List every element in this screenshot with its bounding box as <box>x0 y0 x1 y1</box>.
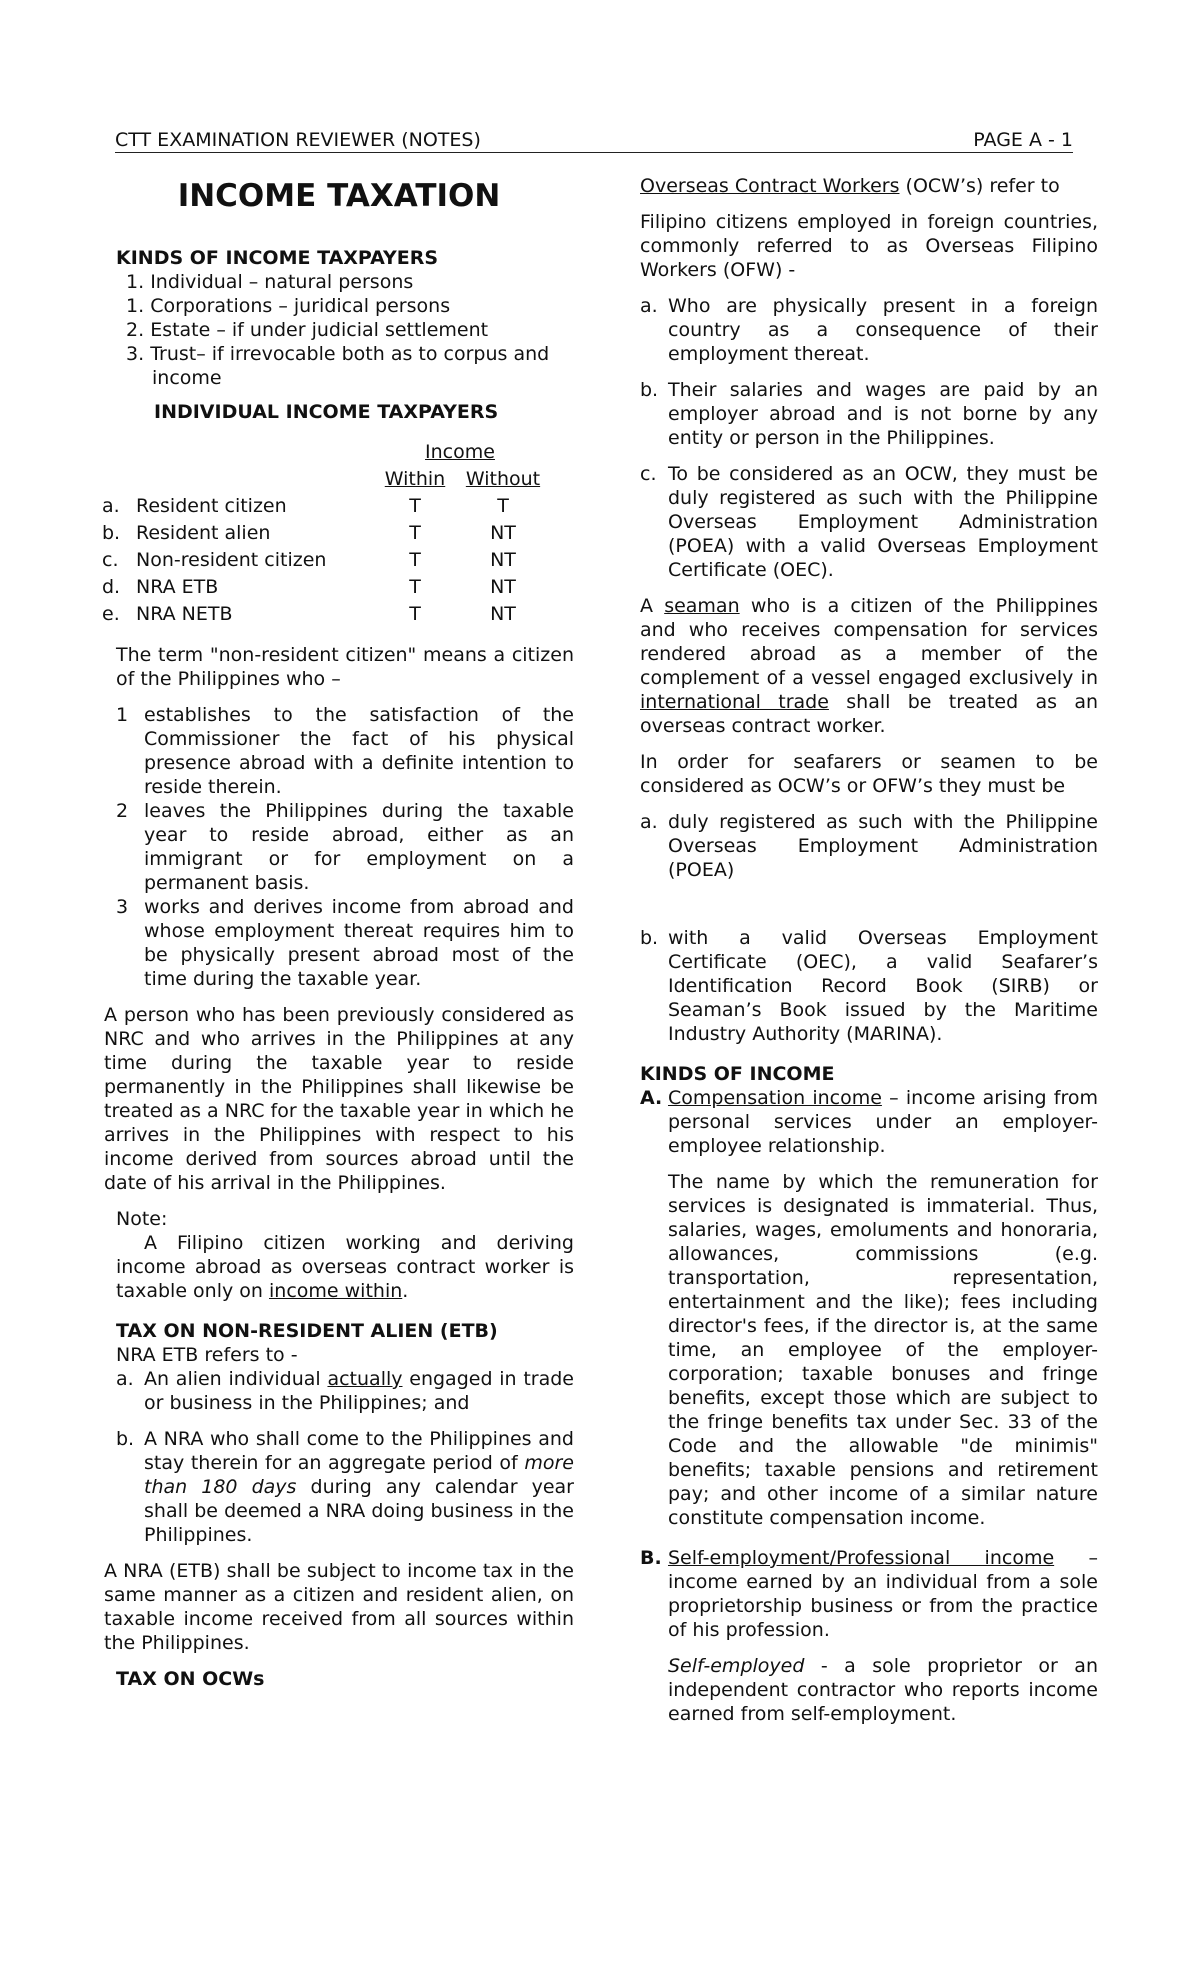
seaman-paragraph: A seaman who is a citizen of the Philippines and who receives compensation for services rendered abroad as a member of the complement of a vessel engaged exclusively in international trade shall be treated as an overseas contract worker. <box>640 595 1099 737</box>
list-item: 3 works and derives income from abroad and whose employment thereat requires him to be physically present abroad most of the time during the taxable year. <box>116 896 574 990</box>
income-b-paragraph: Self-employed - a sole proprietor or an independent contractor who reports income earned from self-employment. <box>668 1655 1098 1725</box>
nrc-list <box>116 703 574 991</box>
note-label: Note: <box>116 1208 168 1230</box>
list-item: b. Their salaries and wages are paid by an employer abroad and is not borne by any entity or person in the Philippines. <box>640 379 1098 449</box>
kinds-taxpayers-list <box>116 270 586 390</box>
header-title: CTT EXAMINATION REVIEWER (NOTES) <box>115 129 481 151</box>
table-row: b. Resident alien T NT <box>102 521 516 544</box>
list-item: a. An alien individual actually engaged in trade or business in the Philippines; and <box>116 1368 574 1414</box>
income-a: A. Compensation income – income arising from personal services under an employer-employee relationship. <box>640 1087 1099 1157</box>
etb-heading: TAX ON NON-RESIDENT ALIEN (ETB) <box>116 1320 498 1342</box>
kinds-income-heading: KINDS OF INCOME <box>640 1063 835 1085</box>
list-item: 2 leaves the Philippines during the taxable year to reside abroad, either as an immigrant or for employment on a permanent basis. <box>116 800 574 894</box>
col-without: Without <box>465 467 541 490</box>
seafarer-order: In order for seafarers or seamen to be considered as OCW’s or OFW’s they must be <box>640 751 1098 797</box>
page-number: PAGE A - 1 <box>973 129 1073 151</box>
list-item: a. Who are physically present in a foreign country as a consequence of their employment thereat. <box>640 295 1098 365</box>
individual-heading: INDIVIDUAL INCOME TAXPAYERS <box>154 401 499 423</box>
etb-intro: NRA ETB refers to - <box>116 1344 298 1366</box>
nrc-intro: The term "non-resident citizen" means a citizen of the Philippines who – <box>116 644 574 690</box>
note-text: A Filipino citizen working and deriving income abroad as overseas contract worker is taxable only on income within. <box>116 1232 574 1302</box>
page-header <box>115 128 1073 153</box>
list-item: 1 establishes to the satisfaction of the Commissioner the fact of his physical presence abroad with a definite intention to reside therein. <box>116 704 574 798</box>
income-a-paragraph: The name by which the remuneration for services is designated is immaterial. Thus, salaries, wages, emoluments and honoraria, allowances, commissions (e.g. transportation, representation, entertainment and the like); fees including director's fees, if the director is, at the same time, an employee of the employer-corporation; taxable bonuses and fringe benefits, except those which are subject to the fringe benefits tax under Sec. 33 of the Code and the allowable "de minimis" benefits; taxable pensions and retirement pay; and other income of a similar nature constitute compensation income. <box>668 1171 1098 1529</box>
col-within: Within <box>384 467 446 490</box>
list-item: b. with a valid Overseas Employment Certificate (OEC), a valid Seafarer’s Identification Record Book (SIRB) or Seaman’s Book issued by the Maritime Industry Authority (MARINA). <box>640 927 1098 1045</box>
income-label: Income <box>425 440 495 463</box>
right-column <box>640 174 1098 1726</box>
table-row: e. NRA NETB T NT <box>102 602 516 625</box>
table-row: c. Non-resident citizen T NT <box>102 548 516 571</box>
list-item: b. A NRA who shall come to the Philippines and stay therein for an aggregate period of more than 180 days during any calendar year shall be deemed a NRA doing business in the Philippines. <box>116 1428 574 1546</box>
list-item: c. To be considered as an OCW, they must be duly registered as such with the Philippine Overseas Employment Administration (POEA) with a valid Overseas Employment Certificate (OEC). <box>640 463 1098 581</box>
table-row: a. Resident citizen T T <box>102 494 509 517</box>
nrc-paragraph: A person who has been previously considered as NRC and who arrives in the Philippines at any time during the taxable year to reside permanently in the Philippines shall likewise be treated as a NRC for the taxable year in which he arrives in the Philippines with respect to his income derived from sources abroad until the date of his arrival in the Philippines. <box>104 1004 574 1194</box>
income-b: B. Self-employment/Professional income – income earned by an individual from a sole proprietorship business or from the practice of his profession. <box>640 1547 1098 1641</box>
note <box>116 1207 574 1303</box>
list-item: 1. Individual – natural persons <box>126 271 414 293</box>
list-item: 3. Trust– if irrevocable both as to corpus and income <box>126 343 550 389</box>
ocw-intro: Overseas Contract Workers (OCW’s) refer to <box>640 175 1060 197</box>
list-item: 1. Corporations – juridical persons <box>126 295 451 317</box>
list-item: a. duly registered as such with the Philippine Overseas Employment Administration (POEA) <box>640 811 1098 881</box>
etb-list <box>116 1367 574 1547</box>
individual-taxpayers-table <box>102 438 548 627</box>
table-row: d. NRA ETB T NT <box>102 575 516 598</box>
list-item: 2. Estate – if under judicial settlement <box>126 319 489 341</box>
page-title: INCOME TAXATION <box>177 178 501 214</box>
left-column <box>104 170 574 1691</box>
ocw-heading: TAX ON OCWs <box>116 1668 265 1690</box>
ocw-paragraph: Filipino citizens employed in foreign countries, commonly referred to as Overseas Filipino Workers (OFW) - <box>640 211 1098 281</box>
kinds-taxpayers-heading: KINDS OF INCOME TAXPAYERS <box>116 247 439 269</box>
etb-paragraph: A NRA (ETB) shall be subject to income tax in the same manner as a citizen and resident alien, on taxable income received from all sources within the Philippines. <box>104 1560 574 1654</box>
